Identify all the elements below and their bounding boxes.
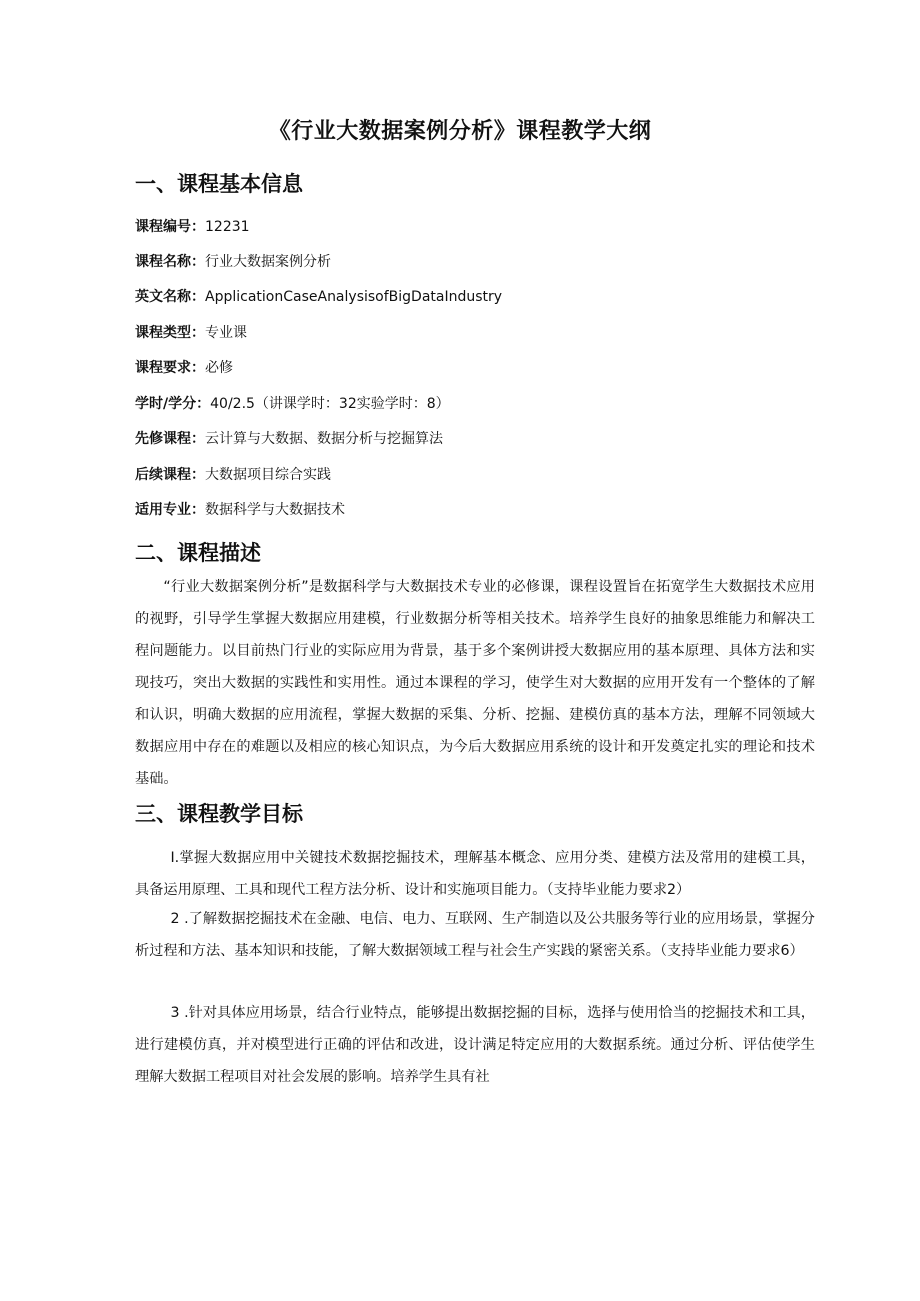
teaching-goal-3: 3 .针对具体应用场景，结合行业特点，能够提出数据挖掘的目标，选择与使用恰当的挖掘技术和工具，进行建模仿真，并对模型进行正确的评估和改进，设计满足特定应用的大数据系统。通过分析、评估使学生理解大数据工程项目对社会发展的影响。培养学生具有社 (135, 1005, 815, 1085)
info-row-course-name (135, 252, 331, 272)
info-label: 后续课程： (135, 467, 205, 483)
info-row-course-code (135, 217, 250, 237)
teaching-goal-1: I.掌握大数据应用中关键技术数据挖掘技术，理解基本概念、应用分类、建模方法及常用的建模工具，具备运用原理、工具和现代工程方法分析、设计和实施项目能力。（支持毕业能力要求2） (135, 850, 815, 898)
info-value: ApplicationCaseAnalysisofBigDataIndustry (205, 289, 503, 305)
info-label: 课程编号： (135, 219, 205, 235)
info-label: 学时/学分： (135, 396, 211, 412)
info-row-course-requirement (135, 358, 233, 378)
info-value: 大数据项目综合实践 (205, 467, 331, 483)
info-value: 云计算与大数据、数据分析与挖掘算法 (205, 431, 443, 447)
info-label: 英文名称： (135, 289, 205, 305)
info-value: 40/2.5（讲课学时：32实验学时：8） (210, 396, 450, 412)
info-value: 行业大数据案例分析 (205, 254, 331, 270)
info-value: 必修 (205, 360, 233, 376)
info-row-hours-credits (135, 394, 450, 414)
section-heading-basic-info: 一、课程基本信息 (135, 172, 303, 196)
course-description-paragraph: “行业大数据案例分析”是数据科学与大数据技术专业的必修课，课程设置旨在拓宽学生大数据技术应用的视野，引导学生掌握大数据应用建模，行业数据分析等相关技术。培养学生良好的抽象思维能力和解决工程问题能力。以目前热门行业的实际应用为背景，基于多个案例讲授大数据应用的基本原理、具体方法和实现技巧，突出大数据的实践性和实用性。通过本课程的学习，使学生对大数据的应用开发有一个整体的了解和认识，明确大数据的应用流程，掌握大数据的采集、分析、挖掘、建模仿真的基本方法，理解不同领域大数据应用中存在的难题以及相应的核心知识点，为今后大数据应用系统的设计和开发奠定扎实的理论和技术基础。 (135, 579, 815, 787)
info-label: 先修课程： (135, 431, 205, 447)
section-heading-course-description: 二、课程描述 (135, 541, 261, 565)
info-value: 12231 (205, 219, 250, 235)
info-row-follow-up (135, 465, 331, 485)
info-label: 课程类型： (135, 325, 205, 341)
info-label: 适用专业： (135, 502, 205, 518)
info-row-applicable-major (135, 500, 345, 520)
teaching-goal-2: 2 .了解数据挖掘技术在金融、电信、电力、互联网、生产制造以及公共服务等行业的应用场景，掌握分析过程和方法、基本知识和技能，了解大数据领域工程与社会生产实践的紧密关系。（支持毕业能力要求6） (135, 911, 815, 959)
info-label: 课程要求： (135, 360, 205, 376)
document-title: 《行业大数据案例分析》课程教学大纲 (268, 119, 652, 144)
section-heading-teaching-goals: 三、课程教学目标 (135, 802, 303, 826)
info-value: 数据科学与大数据技术 (205, 502, 345, 518)
info-value: 专业课 (205, 325, 247, 341)
info-row-course-type (135, 323, 247, 343)
info-row-prerequisites (135, 429, 443, 449)
info-row-english-name (135, 287, 502, 307)
info-label: 课程名称： (135, 254, 205, 270)
